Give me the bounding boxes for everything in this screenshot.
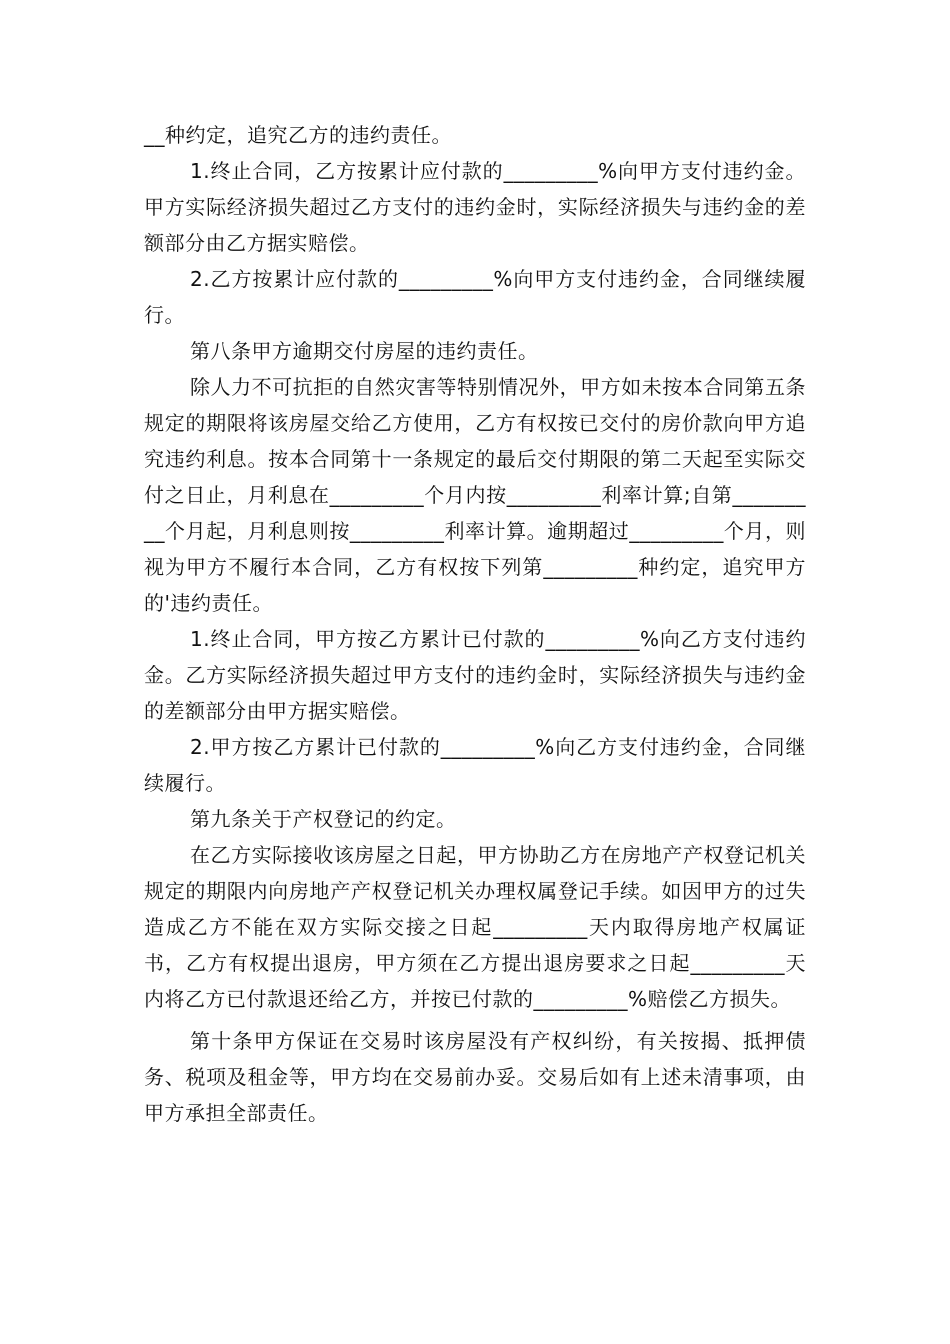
paragraph-clause-continue-seller: 2.甲方按乙方累计已付款的_________%向乙方支付违约金，合同继续履行。 [144, 735, 806, 795]
article-9-heading: 第九条关于产权登记的约定。 [190, 807, 457, 831]
article-8-body: 除人力不可抗拒的自然灾害等特别情况外，甲方如未按本合同第五条规定的期限将该房屋交给乙方使用，乙方有权按已交付的房价款向甲方追究违约利息。按本合同第十一条规定的最后交付期限的第二天起至实际交付之日止，月利息在_________个月内按_________利率计算;自第_________个月起，月利息则按_________利率计算。逾期超过_________个月，则视为甲方不履行本合同，乙方有权按下列第_________种约定，追究甲方的'违约责任。 [144, 375, 806, 615]
article-8-heading: 第八条甲方逾期交付房屋的违约责任。 [190, 339, 539, 363]
paragraph-clause-terminate-seller: 1.终止合同，甲方按乙方累计已付款的_________%向乙方支付违约金。乙方实际经济损失超过甲方支付的违约金时，实际经济损失与违约金的差额部分由甲方据实赔偿。 [144, 627, 806, 723]
document-body [144, 117, 806, 1131]
paragraph-clause-continue-buyer: 2.乙方按累计应付款的_________%向甲方支付违约金，合同继续履行。 [144, 267, 806, 327]
article-9-body: 在乙方实际接收该房屋之日起，甲方协助乙方在房地产产权登记机关规定的期限内向房地产产权登记机关办理权属登记手续。如因甲方的过失造成乙方不能在双方实际交接之日起_________天内取得房地产权属证书，乙方有权提出退房，甲方须在乙方提出退房要求之日起_________天内将乙方已付款退还给乙方，并按已付款的_________%赔偿乙方损失。 [144, 843, 806, 1011]
paragraph-continuation: __种约定，追究乙方的违约责任。 [144, 123, 452, 147]
paragraph-clause-terminate-buyer: 1.终止合同，乙方按累计应付款的_________%向甲方支付违约金。甲方实际经济损失超过乙方支付的违约金时，实际经济损失与违约金的差额部分由乙方据实赔偿。 [144, 159, 806, 255]
article-10-body: 第十条甲方保证在交易时该房屋没有产权纠纷，有关按揭、抵押债务、税项及租金等，甲方均在交易前办妥。交易后如有上述未清事项，由甲方承担全部责任。 [144, 1029, 806, 1125]
